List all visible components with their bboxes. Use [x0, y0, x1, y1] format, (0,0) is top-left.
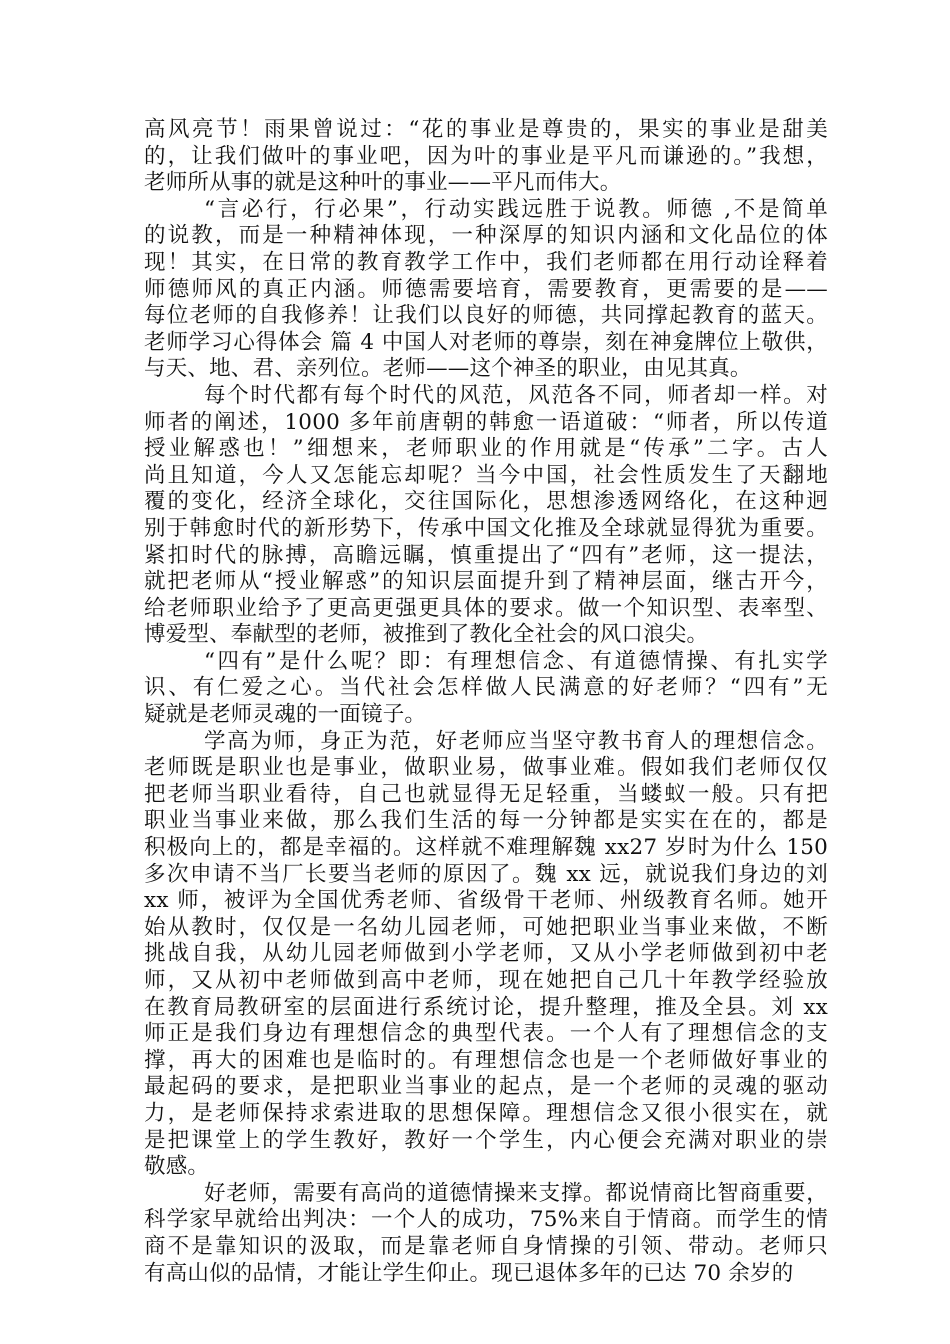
- text-line: 把老师当职业看待，自己也就显得无足轻重，当蝼蚁一般。只有把: [144, 781, 828, 807]
- text-line: 每个时代都有每个时代的风范，风范各不同，师者却一样。对: [204, 382, 828, 408]
- text-line: 师正是我们身边有理想信念的典型代表。一个人有了理想信念的支: [144, 1021, 828, 1047]
- text-line: 好老师，需要有高尚的道德情操来支撑。都说情商比智商重要，: [204, 1180, 828, 1206]
- text-line: 老师既是职业也是事业，做职业易，做事业难。假如我们老师仅仅: [144, 755, 828, 781]
- text-line: 覆的变化，经济全球化，交往国际化，思想渗透网络化，在这种迥: [144, 489, 828, 515]
- text-line: 学高为师，身正为范，好老师应当坚守教书育人的理想信念。: [204, 728, 828, 754]
- text-line: 科学家早就给出判决：一个人的成功，75%来自于情商。而学生的情: [144, 1207, 828, 1233]
- text-line: 紧扣时代的脉搏，高瞻远瞩，慎重提出了“四有”老师，这一提法，: [144, 542, 828, 568]
- body-text: [144, 117, 828, 1287]
- text-line: 别于韩愈时代的新形势下，传承中国文化推及全球就显得犹为重要。: [144, 515, 828, 541]
- text-line: 多次申请不当厂长要当老师的原因了。魏 xx 远，就说我们身边的刘: [144, 861, 828, 887]
- text-line: 师，又从初中老师做到高中老师，现在她把自己几十年教学经验放: [144, 968, 828, 993]
- text-line: 始从教时，仅仅是一名幼儿园老师，可她把职业当事业来做，不断: [144, 914, 828, 940]
- text-line: 商不是靠知识的汲取，而是靠老师自身情操的引领、带动。老师只: [144, 1233, 828, 1259]
- text-line: 授业解惑也！”细想来，老师职业的作用就是“传承”二字。古人: [144, 436, 828, 462]
- text-line: 职业当事业来做，那么我们生活的每一分钟都是实实在在的，都是: [144, 808, 828, 834]
- text-line: 现！其实，在日常的教育教学工作中，我们老师都在用行动诠释着: [144, 249, 828, 275]
- text-line: 挑战自我，从幼儿园老师做到小学老师，又从小学老师做到初中老: [144, 941, 828, 967]
- text-line: “言必行，行必果”，行动实践远胜于说教。师德 ,不是简单: [204, 196, 828, 222]
- text-line: 老师学习心得体会 篇 4 中国人对老师的尊崇，刻在神龛牌位上敬供，: [144, 329, 828, 355]
- text-line: 力，是老师保持求索进取的思想保障。理想信念又很小很实在，就: [144, 1100, 828, 1126]
- text-line: 撑，再大的困难也是临时的。有理想信念也是一个老师做好事业的: [144, 1047, 828, 1073]
- text-line: 每位老师的自我修养！让我们以良好的师德，共同撑起教育的蓝天。: [144, 303, 828, 329]
- text-line: 尚且知道，今人又怎能忘却呢？当今中国，社会性质发生了天翻地: [144, 462, 828, 488]
- text-line: 与天、地、君、亲列位。老师——这个神圣的职业，由见其真。: [144, 356, 752, 382]
- text-line: 积极向上的，都是幸福的。这样就不难理解魏 xx27 岁时为什么 150: [144, 835, 828, 861]
- text-line: 师德师风的真正内涵。师德需要培育，需要教育，更需要的是——: [144, 276, 828, 302]
- text-line: 就把老师从“授业解惑”的知识层面提升到了精神层面，继古开今，: [144, 569, 828, 595]
- text-line: 的，让我们做叶的事业吧，因为叶的事业是平凡而谦逊的。”我想，: [144, 143, 828, 169]
- text-line: 识、有仁爱之心。当代社会怎样做人民满意的好老师？“四有”无: [144, 675, 828, 701]
- text-line: 老师所从事的就是这种叶的事业——平凡而伟大。: [144, 170, 622, 196]
- text-line: 的说教，而是一种精神体现，一种深厚的知识内涵和文化品位的体: [144, 223, 828, 249]
- text-line: 给老师职业给予了更高更强更具体的要求。做一个知识型、表率型、: [144, 595, 828, 621]
- text-line: 师者的阐述，1000 多年前唐朝的韩愈一语道破：“师者，所以传道: [144, 409, 828, 435]
- text-line: 敬感。: [144, 1154, 210, 1180]
- text-line: 疑就是老师灵魂的一面镜子。: [144, 702, 427, 728]
- text-line: xx 师，被评为全国优秀老师、省级骨干老师、州级教育名师。她开: [144, 888, 828, 914]
- text-line: 在教育局教研室的层面进行系统讨论，提升整理，推及全县。刘 xx: [144, 994, 828, 1020]
- text-line: “四有”是什么呢？即：有理想信念、有道德情操、有扎实学: [204, 648, 828, 674]
- text-line: 高风亮节！雨果曾说过：“花的事业是尊贵的，果实的事业是甜美: [144, 117, 828, 142]
- text-line: 有高山似的品情，才能让学生仰止。现已退体多年的已达 70 余岁的: [144, 1260, 794, 1286]
- text-line: 博爱型、奉献型的老师，被推到了教化全社会的风口浪尖。: [144, 622, 709, 648]
- text-line: 是把课堂上的学生教好，教好一个学生，内心便会充满对职业的崇: [144, 1127, 828, 1153]
- text-line: 最起码的要求，是把职业当事业的起点，是一个老师的灵魂的驱动: [144, 1074, 828, 1100]
